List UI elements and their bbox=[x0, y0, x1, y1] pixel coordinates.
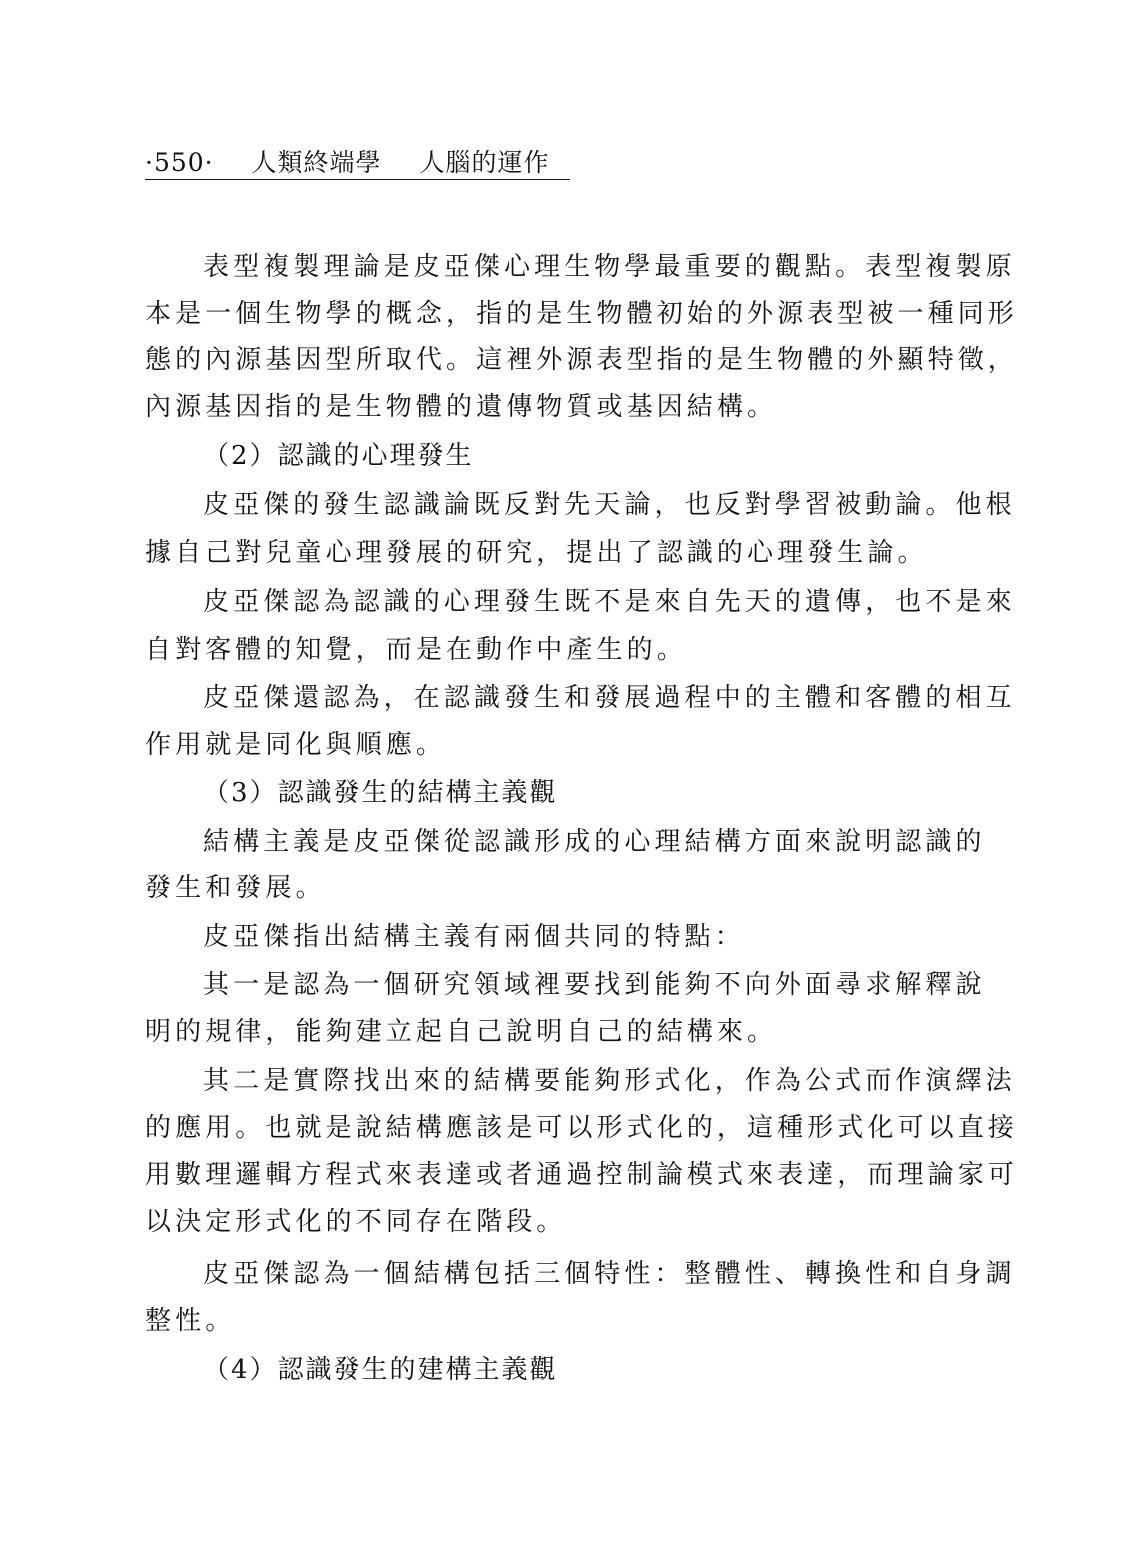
body-line: 作用就是同化與順應。 bbox=[145, 730, 447, 760]
body-line: 內源基因指的是生物體的遺傳物質或基因結構。 bbox=[145, 392, 778, 422]
section-heading-2: （2）認識的心理發生 bbox=[203, 441, 474, 471]
section-heading-3: （3）認識發生的結構主義觀 bbox=[203, 778, 558, 808]
body-line: 皮亞傑認為認識的心理發生既不是來自先天的遺傳，也不是來 bbox=[203, 587, 1016, 617]
body-line: 皮亞傑指出結構主義有兩個共同的特點： bbox=[203, 922, 745, 952]
body-line: 以決定形式化的不同存在階段。 bbox=[145, 1207, 567, 1237]
body-line: 表型複製理論是皮亞傑心理生物學最重要的觀點。表型複製原 bbox=[203, 252, 1016, 282]
body-line: 自對客體的知覺，而是在動作中產生的。 bbox=[145, 635, 687, 665]
body-line: 結構主義是皮亞傑從認識形成的心理結構方面來說明認識的 bbox=[203, 827, 986, 857]
body-line: 發生和發展。 bbox=[145, 873, 326, 903]
chapter-title: 人腦的運作 bbox=[419, 148, 550, 177]
section-heading-4: （4）認識發生的建構主義觀 bbox=[203, 1355, 558, 1385]
body-line: 其一是認為一個研究領域裡要找到能夠不向外面尋求解釋說 bbox=[203, 970, 986, 1000]
body-line: 皮亞傑還認為，在認識發生和發展過程中的主體和客體的相互 bbox=[203, 683, 1016, 713]
body-line: 用數理邏輯方程式來表達或者通過控制論模式來表達，而理論家可 bbox=[145, 1160, 1018, 1190]
body-line: 的應用。也就是說結構應該是可以形式化的，這種形式化可以直接 bbox=[145, 1113, 1018, 1143]
page-number: ·550· bbox=[145, 148, 214, 177]
body-line: 整性。 bbox=[145, 1306, 236, 1336]
body-line: 其二是實際找出來的結構要能夠形式化，作為公式而作演繹法 bbox=[203, 1066, 1016, 1096]
body-line: 明的規律，能夠建立起自己說明自己的結構來。 bbox=[145, 1017, 778, 1047]
body-line: 本是一個生物學的概念，指的是生物體初始的外源表型被一種同形 bbox=[145, 299, 1018, 329]
book-title: 人類終端學 bbox=[251, 148, 382, 177]
body-line: 據自己對兒童心理發展的研究，提出了認識的心理發生論。 bbox=[145, 538, 928, 568]
body-line: 皮亞傑認為一個結構包括三個特性：整體性、轉換性和自身調 bbox=[203, 1259, 1016, 1289]
body-line: 皮亞傑的發生認識論既反對先天論，也反對學習被動論。他根 bbox=[203, 490, 1016, 520]
running-header bbox=[145, 147, 570, 180]
body-line: 態的內源基因型所取代。這裡外源表型指的是生物體的外顯特徵， bbox=[145, 345, 1018, 375]
